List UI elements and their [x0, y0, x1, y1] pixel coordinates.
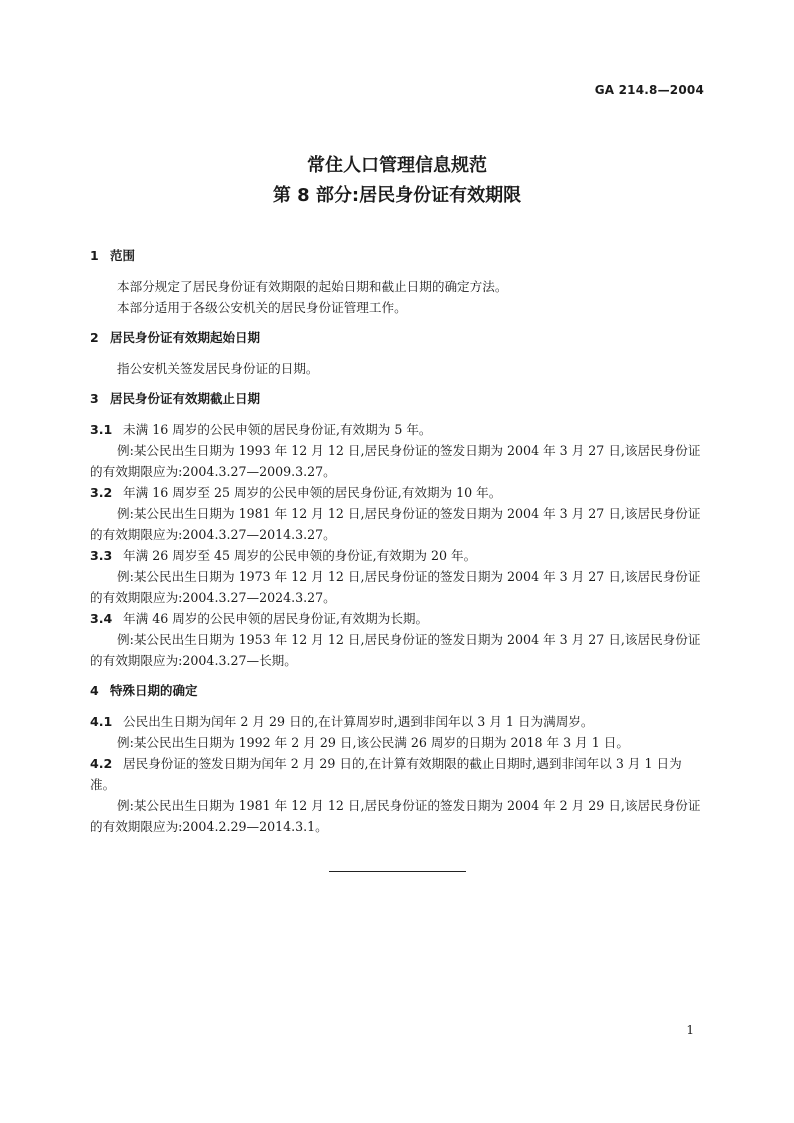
clause-number: 3.4 [90, 611, 113, 626]
clause-number: 3.2 [90, 485, 113, 500]
section-title: 范围 [110, 248, 136, 263]
section-number: 3 [90, 391, 99, 406]
section-number: 4 [90, 683, 99, 698]
clause-example: 例:某公民出生日期为 1981 年 12 月 12 日,居民身份证的签发日期为 2004 年 2 月 29 日,该居民身份证的有效期限应为:2004.2.29—2014.3.1。 [90, 798, 701, 834]
clause [90, 482, 704, 503]
section-heading [90, 389, 704, 409]
section-number: 1 [90, 248, 99, 263]
clause-text: 年满 26 周岁至 45 周岁的公民申领的身份证,有效期为 20 年。 [123, 548, 477, 563]
clause-number: 3.1 [90, 422, 113, 437]
clause [90, 545, 704, 566]
paragraph: 本部分规定了居民身份证有效期限的起始日期和截止日期的确定方法。 [117, 279, 508, 294]
section-number: 2 [90, 330, 99, 345]
paragraph: 本部分适用于各级公安机关的居民身份证管理工作。 [117, 300, 407, 315]
clause-example: 例:某公民出生日期为 1981 年 12 月 12 日,居民身份证的签发日期为 2004 年 3 月 27 日,该居民身份证的有效期限应为:2004.3.27—2014.3.27。 [90, 506, 701, 542]
clause-number: 4.2 [90, 756, 113, 771]
section-title: 居民身份证有效期起始日期 [110, 330, 261, 345]
clause-text: 未满 16 周岁的公民申领的居民身份证,有效期为 5 年。 [123, 422, 432, 437]
clause-text: 年满 46 周岁的公民申领的居民身份证,有效期为长期。 [123, 611, 429, 626]
clause-text: 公民出生日期为闰年 2 月 29 日的,在计算周岁时,遇到非闰年以 3 月 1 日为满周岁。 [123, 714, 594, 729]
clause-text: 居民身份证的签发日期为闰年 2 月 29 日的,在计算有效期限的截止日期时,遇到非闰年以 3 月 1 日为准。 [90, 756, 682, 792]
clause-example: 例:某公民出生日期为 1973 年 12 月 12 日,居民身份证的签发日期为 2004 年 3 月 27 日,该居民身份证的有效期限应为:2004.3.27—2024.3.27。 [90, 569, 701, 605]
section-heading [90, 328, 704, 348]
section-heading [90, 246, 704, 266]
clause [90, 711, 704, 732]
page-number: 1 [686, 1023, 694, 1037]
standard-number: GA 214.8—2004 [594, 83, 704, 97]
clause [90, 419, 704, 440]
document-body [90, 246, 704, 837]
clause-example: 例:某公民出生日期为 1992 年 2 月 29 日,该公民满 26 周岁的日期为 2018 年 3 月 1 日。 [117, 735, 629, 750]
clause-number: 3.3 [90, 548, 113, 563]
clause [90, 608, 704, 629]
clause-text: 年满 16 周岁至 25 周岁的公民申领的居民身份证,有效期为 10 年。 [123, 485, 502, 500]
document-title: 常住人口管理信息规范 [307, 155, 487, 176]
section-title: 特殊日期的确定 [110, 683, 198, 698]
end-rule [329, 871, 466, 872]
clause-example: 例:某公民出生日期为 1953 年 12 月 12 日,居民身份证的签发日期为 2004 年 3 月 27 日,该居民身份证的有效期限应为:2004.3.27—长期。 [90, 632, 701, 668]
clause [90, 753, 704, 795]
paragraph: 指公安机关签发居民身份证的日期。 [117, 361, 319, 376]
section-heading [90, 681, 704, 701]
clause-number: 4.1 [90, 714, 113, 729]
document-subtitle: 第 8 部分:居民身份证有效期限 [272, 185, 522, 206]
section-title: 居民身份证有效期截止日期 [110, 391, 261, 406]
clause-example: 例:某公民出生日期为 1993 年 12 月 12 日,居民身份证的签发日期为 2004 年 3 月 27 日,该居民身份证的有效期限应为:2004.3.27—2009.3.27。 [90, 443, 701, 479]
